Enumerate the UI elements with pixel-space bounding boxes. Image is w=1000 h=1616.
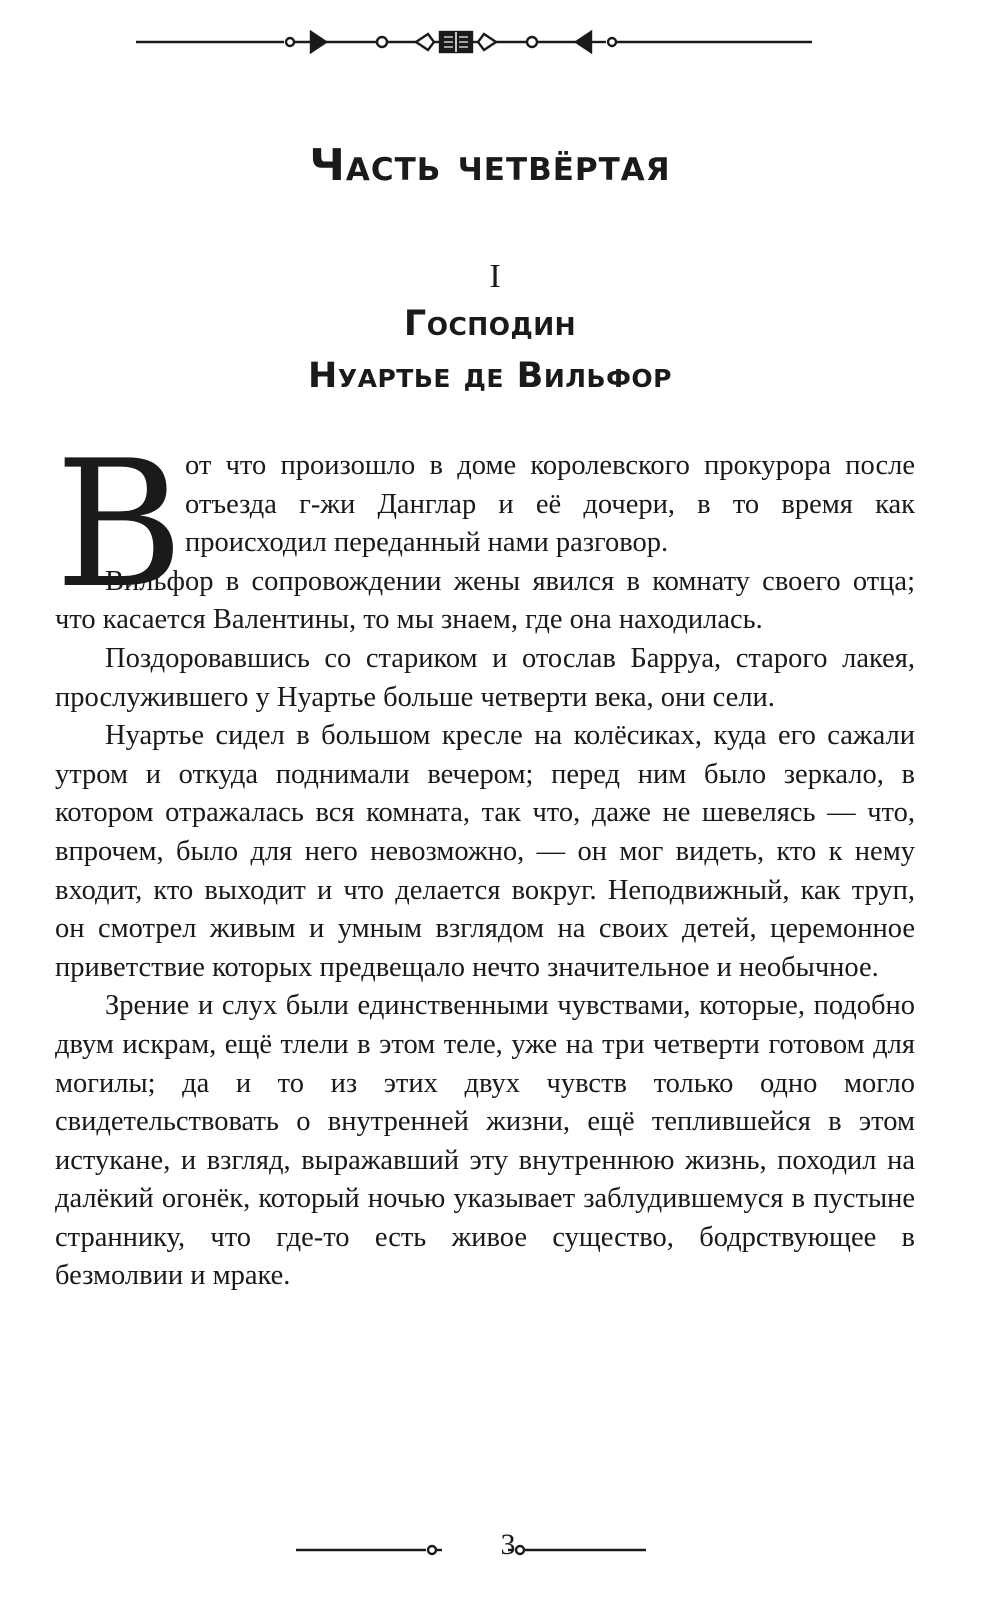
paragraph-4: Нуартье сидел в большом кресле на колёсиках, куда его сажали утром и откуда поднимали вечером; перед ним было зеркало, в котором отражалась вся комната, так что, даже не шевелясь — что, впрочем, было для него невозможно, — он мог видеть, кто к нему входит, кто выходит и что делается вокруг. Неподвижный, как труп, он смотрел живым и умным взглядом на своих детей, церемонное приветствие которых предвещало нечто значительное и необычное. [55,720,915,983]
chapter-title-line-2: Нуартье де Вильфор [308,356,672,396]
top-ornament [136,22,812,62]
drop-cap: В [55,424,184,627]
part-title: Часть четвёртая [309,140,671,191]
chapter-number: I [489,258,501,295]
body-text [55,424,915,1296]
paragraph-2: Вильфор в сопровождении жены явился в комнату своего отца; что касается Валентины, то мы знаем, где она находилась. [55,565,915,636]
paragraph-5: Зрение и слух были единственными чувствами, которые, подобно двум искрам, ещё тлели в этом теле, уже на три четверти готовом для могилы; да и то из этих двух чувств только одно могло свидетельствовать о внутренней жизни, ещё теплившейся в этом истукане, и взгляд, выражавший эту внутреннюю жизнь, походил на далёкий огонёк, который ночью указывает заблудившемуся в пустыне страннику, что где-то есть живое существо, бодрствующее в безмолвии и мраке. [55,990,915,1292]
paragraph-1: от что произошло в доме королевского прокурора после отъезда г-жи Данглар и её дочери, в то время как происходил переданный нами разговор. [185,450,915,559]
page-number: 3 [500,1528,516,1561]
paragraph-3: Поздоровавшись со стариком и отослав Барруа, старого лакея, прослужившего у Нуартье больше четверти века, они сели. [55,642,915,713]
chapter-title-line-1: Господин [403,304,577,344]
